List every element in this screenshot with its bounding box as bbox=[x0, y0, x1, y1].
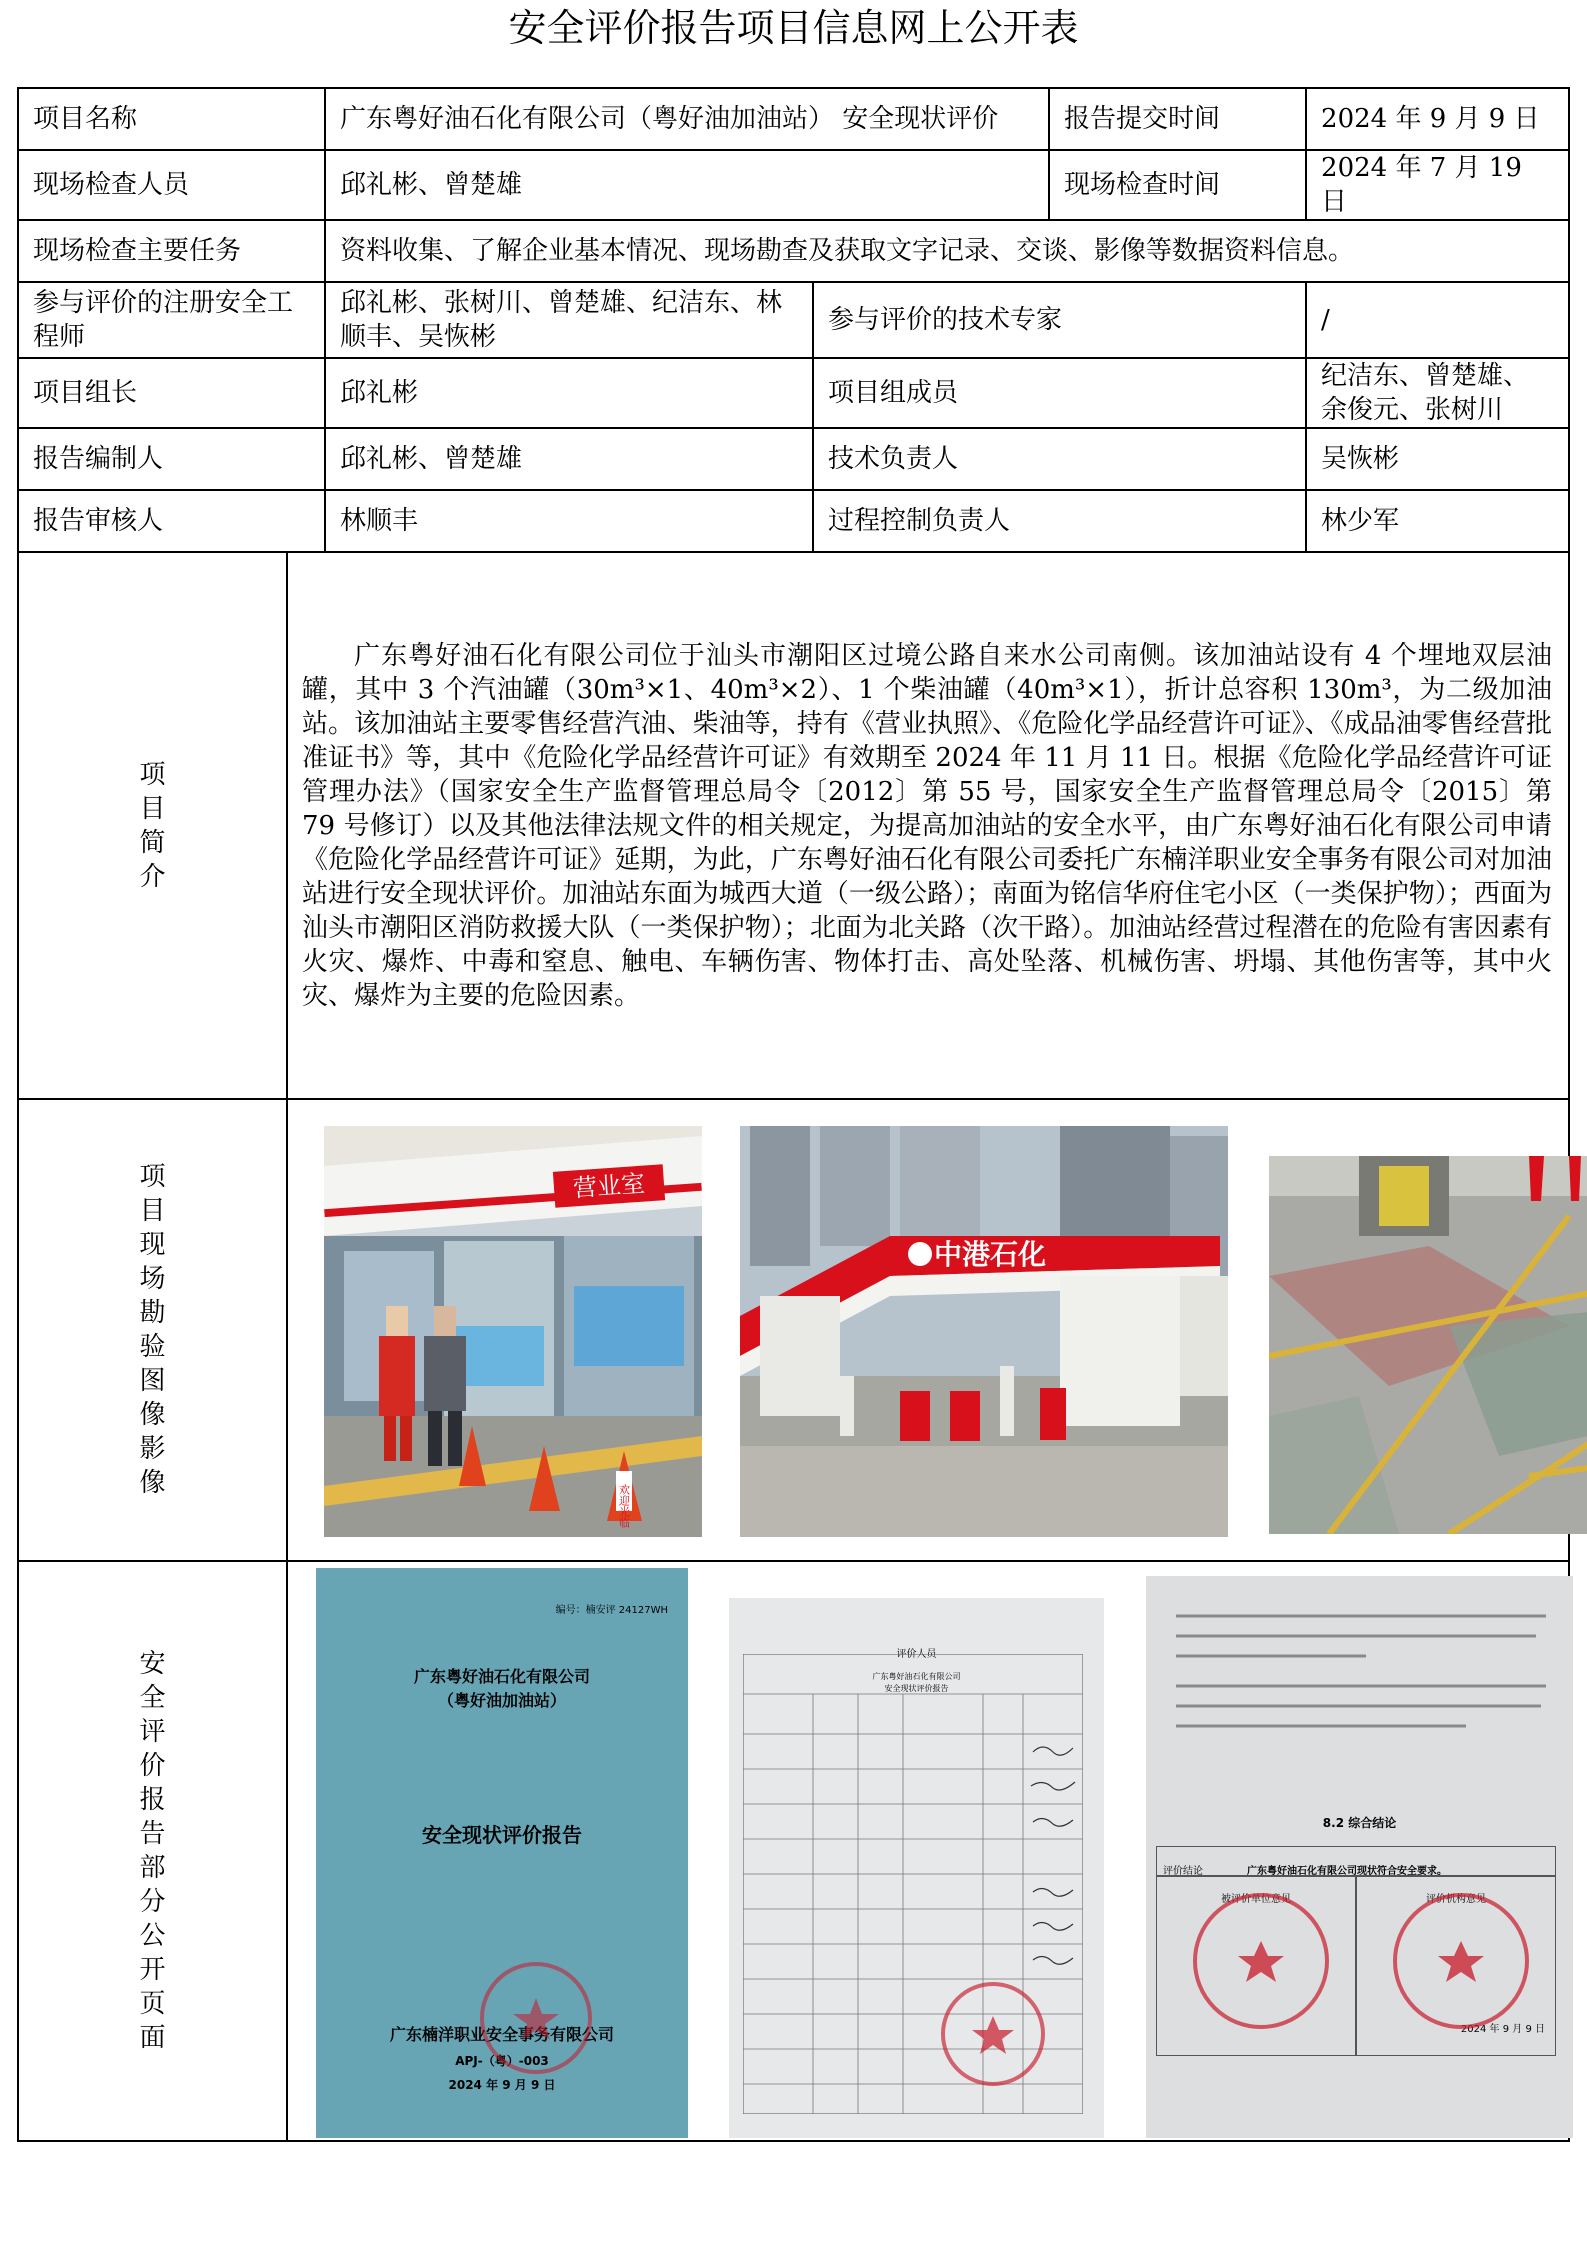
value-inspect-time: 2024 年 7 月 19 日 bbox=[1306, 150, 1569, 220]
value-main-task: 资料收集、了解企业基本情况、现场勘查及获取文字记录、交谈、影像等数据资料信息。 bbox=[325, 220, 1569, 282]
value-experts: / bbox=[1306, 282, 1569, 358]
staff-heading: 评价人员 bbox=[896, 1649, 937, 1660]
intro-paragraph: 广东粤好油石化有限公司位于汕头市潮阳区过境公路自来水公司南侧。该加油站设有 4 个埋地双层油罐，其中 3 个汽油罐（30m³×1、40m³×2）、1 个柴油罐（40m³×1），折计总容积 130m³，为二级加油站。该加油站主要零售经营汽油、柴油等，持有《营业执照》、《危险化学品经营许可证》、《成品油零售经营批准证书》等，其中《危险化学品经营许可证》有效期至 2024 年 11 月 11 日。根据《危险化学品经营许可证管理办法》（国家安全生产监督管理总局令〔2012〕第 55 号，国家安全生产监督管理总局令〔2015〕第 79 号修订）以及其他法律法规文件的相关规定，为提高加油站的安全水平，由广东粤好油石化有限公司申请《危险化学品经营许可证》延期，为此，广东粤好油石化有限公司委托广东楠洋职业安全事务有限公司对加油站进行安全现状评价。加油站东面为城西大道（一级公路）；南面为铭信华府住宅小区（一类保护物）；西面为汕头市潮阳区消防救援大队（一类保护物）；北面为北关路（次干路）。加油站经营过程潜在的危险有害因素有火灾、爆炸、中毒和窒息、触电、车辆伤害、物体打击、高处坠落、机械伤害、坍塌、其他伤害等，其中火灾、爆炸为主要的危险因素。 bbox=[287, 552, 1569, 1099]
label-report-pages bbox=[18, 1561, 287, 2141]
row-intro bbox=[18, 552, 1569, 1099]
label-reviewer: 报告审核人 bbox=[18, 490, 325, 552]
staff-sub2: 安全现状评价报告 bbox=[884, 1684, 949, 1693]
value-process-lead: 林少军 bbox=[1306, 490, 1569, 552]
label-inspectors: 现场检查人员 bbox=[18, 150, 325, 220]
cover-company-line1: 广东粤好油石化有限公司 bbox=[413, 1667, 590, 1686]
page-title: 安全评价报告项目信息网上公开表 bbox=[508, 6, 1079, 50]
label-members: 项目组成员 bbox=[813, 358, 1306, 428]
label-tech-lead: 技术负责人 bbox=[813, 428, 1306, 490]
conclusion-heading: 8.2 综合结论 bbox=[1322, 1816, 1397, 1830]
row-inspectors bbox=[18, 150, 1569, 220]
row-compiler bbox=[18, 428, 1569, 490]
value-project-name: 广东粤好油石化有限公司（粤好油加油站） 安全现状评价 bbox=[325, 88, 1049, 150]
label-process-lead: 过程控制负责人 bbox=[813, 490, 1306, 552]
value-tech-lead: 吴恢彬 bbox=[1306, 428, 1569, 490]
cover-number: 编号：楠安评 24127WH bbox=[555, 1605, 668, 1616]
label-project-name: 项目名称 bbox=[18, 88, 325, 150]
label-inspect-time: 现场检查时间 bbox=[1049, 150, 1306, 220]
info-table bbox=[17, 87, 1570, 2142]
value-engineers: 邱礼彬、张树川、曾楚雄、纪洁东、林顺丰、吴恢彬 bbox=[325, 282, 813, 358]
label-site-photos bbox=[18, 1099, 287, 1561]
row-main-task bbox=[18, 220, 1569, 282]
label-submit-time: 报告提交时间 bbox=[1049, 88, 1306, 150]
canopy-sign-text: 中港石化 bbox=[933, 1238, 1047, 1271]
cover-date: 2024 年 9 月 9 日 bbox=[448, 2078, 556, 2092]
conclusion-label: 评价结论 bbox=[1163, 1866, 1203, 1877]
value-submit-time: 2024 年 9 月 9 日 bbox=[1306, 88, 1569, 150]
conclusion-text-lines bbox=[1166, 1596, 1553, 1796]
label-compiler: 报告编制人 bbox=[18, 428, 325, 490]
label-experts: 参与评价的技术专家 bbox=[813, 282, 1306, 358]
cover-cert: APJ-（粤）-003 bbox=[455, 2054, 549, 2068]
label-engineers: 参与评价的注册安全工程师 bbox=[18, 282, 325, 358]
report-conclusion-image bbox=[1146, 1576, 1573, 2138]
row-project-name bbox=[18, 88, 1569, 150]
conclusion-stamp-right bbox=[1386, 1886, 1536, 2036]
value-inspectors: 邱礼彬、曾楚雄 bbox=[325, 150, 1049, 220]
site-photos-cell bbox=[287, 1099, 1569, 1561]
conclusion-result-box bbox=[1156, 1846, 1556, 1876]
label-report-pages-text: 安全评价报告部分公开页面 bbox=[139, 1649, 166, 2053]
value-members: 纪洁东、曾楚雄、余俊元、张树川 bbox=[1306, 358, 1569, 428]
value-reviewer: 林顺丰 bbox=[325, 490, 813, 552]
cover-report-title: 安全现状评价报告 bbox=[422, 1823, 582, 1847]
cover-agency: 广东楠洋职业安全事务有限公司 bbox=[389, 2025, 614, 2044]
conclusion-sig-date: 2024 年 9 月 9 日 bbox=[1460, 2024, 1545, 2035]
label-main-task: 现场检查主要任务 bbox=[18, 220, 325, 282]
value-leader: 邱礼彬 bbox=[325, 358, 813, 428]
report-staff-table-image bbox=[729, 1598, 1104, 2138]
photo-pavement bbox=[1269, 1156, 1587, 1534]
label-site-photos-text: 项目现场勘验图像影像 bbox=[139, 1162, 166, 1498]
report-pages-cell bbox=[287, 1561, 1569, 2141]
photo-station-canopy bbox=[740, 1126, 1228, 1537]
label-intro bbox=[18, 552, 287, 1099]
row-reviewer bbox=[18, 490, 1569, 552]
conclusion-value: 广东粤好油石化有限公司现状符合安全要求。 bbox=[1247, 1866, 1447, 1877]
label-intro-text: 项目简介 bbox=[139, 759, 166, 892]
cover-seal-stamp bbox=[476, 1958, 596, 2078]
cover-company-line2: （粤好油加油站） bbox=[437, 1691, 566, 1710]
staff-table-grid bbox=[743, 1654, 1083, 2114]
photo-shop-front bbox=[324, 1126, 702, 1537]
report-cover-image bbox=[316, 1568, 688, 2138]
label-leader: 项目组长 bbox=[18, 358, 325, 428]
shop-sign-text: 营业室 bbox=[572, 1169, 646, 1203]
conclusion-stamp-left bbox=[1186, 1886, 1336, 2036]
row-report-pages bbox=[18, 1561, 1569, 2141]
cone-text: 欢迎光临 bbox=[617, 1484, 631, 1528]
conclusion-col2-title: 评价机构意见 bbox=[1426, 1894, 1486, 1905]
conclusion-col1-title: 被评价单位意见 bbox=[1221, 1894, 1291, 1905]
row-site-photos bbox=[18, 1099, 1569, 1561]
value-compiler: 邱礼彬、曾楚雄 bbox=[325, 428, 813, 490]
row-engineers bbox=[18, 282, 1569, 358]
row-leader bbox=[18, 358, 1569, 428]
staff-sub1: 广东粤好油石化有限公司 bbox=[872, 1672, 961, 1681]
